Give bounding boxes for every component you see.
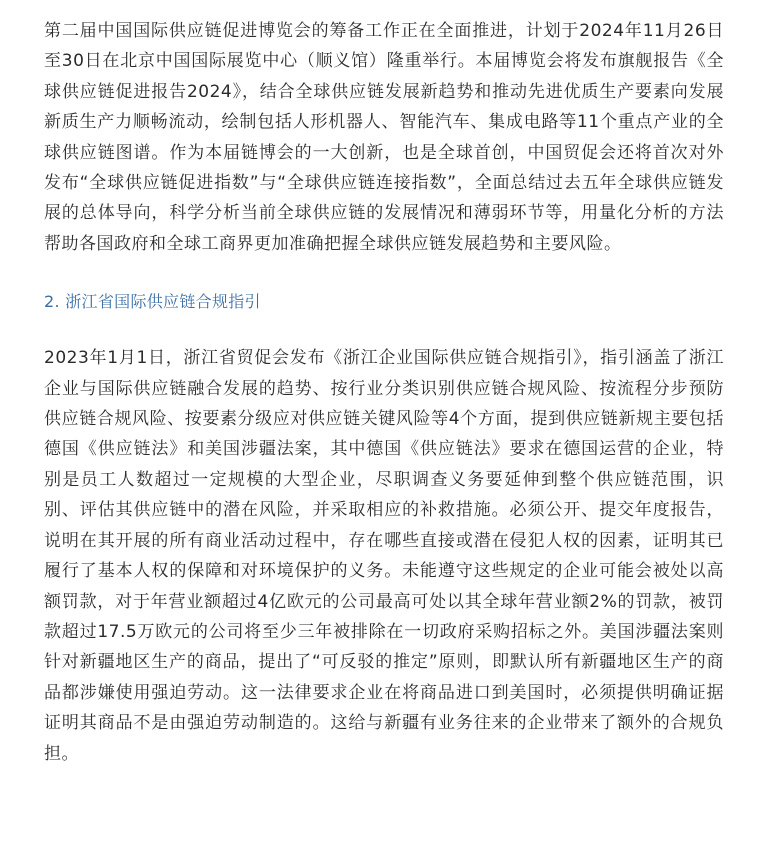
- section-paragraph: 2023年1月1日，浙江省贸促会发布《浙江企业国际供应链合规指引》，指引涵盖了浙江企业与国际供应链融合发展的趋势、按行业分类识别供应链合规风险、按流程分步预防供应链合规风险、按要素分级应对供应链关键风险等4个方面，提到供应链新规主要包括德国《供应链法》和美国涉疆法案，其中德国《供应链法》要求在德国运营的企业，特别是员工人数超过一定规模的大型企业，尽职调查义务要延伸到整个供应链范围，识别、评估其供应链中的潜在风险，并采取相应的补救措施。必须公开、提交年度报告，说明在其开展的所有商业活动过程中，存在哪些直接或潜在侵犯人权的因素，证明其已履行了基本人权的保障和对环境保护的义务。未能遵守这些规定的企业可能会被处以高额罚款，对于年营业额超过4亿欧元的公司最高可处以其全球年营业额2%的罚款，被罚款超过17.5万欧元的公司将至少三年被排除在一切政府采购招标之外。美国涉疆法案则针对新疆地区生产的商品，提出了“可反驳的推定”原则，即默认所有新疆地区生产的商品都涉嫌使用强迫劳动。这一法律要求企业在将商品进口到美国时，必须提供明确证据证明其商品不是由强迫劳动制造的。这给与新疆有业务往来的企业带来了额外的合规负担。: [44, 348, 724, 764]
- section-heading: 2. 浙江省国际供应链合规指引: [44, 292, 261, 312]
- intro-paragraph: 第二届中国国际供应链促进博览会的筹备工作正在全面推进，计划于2024年11月26日至30日在北京中国国际展览中心（顺义馆）隆重举行。本届博览会将发布旗舰报告《全球供应链促进报告2024》，结合全球供应链发展新趋势和推动先进优质生产要素向发展新质生产力顺畅流动，绘制包括人形机器人、智能汽车、集成电路等11个重点产业的全球供应链图谱。作为本届链博会的一大创新，也是全球首创，中国贸促会还将首次对外发布“全球供应链促进指数”与“全球供应链连接指数”，全面总结过去五年全球供应链发展的总体导向，科学分析当前全球供应链的发展情况和薄弱环节等，用量化分析的方法帮助各国政府和全球工商界更加准确把握全球供应链发展趋势和主要风险。: [44, 21, 724, 254]
- article-body: [44, 16, 724, 769]
